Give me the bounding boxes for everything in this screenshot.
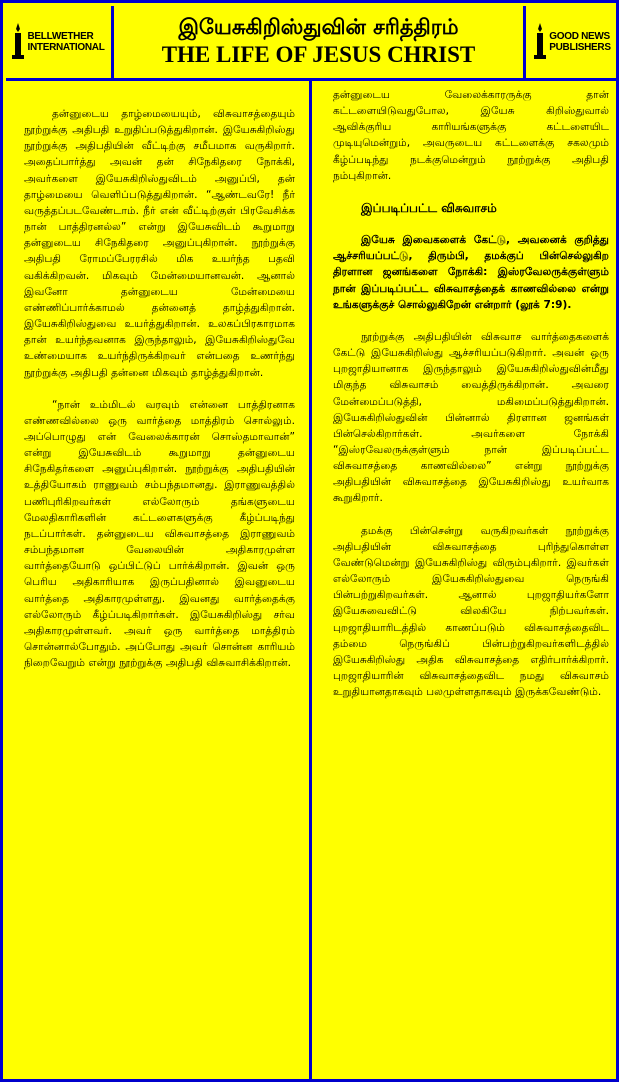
header — [6, 6, 619, 81]
bellwether-logo — [6, 6, 114, 78]
logo-left-line2: INTERNATIONAL — [27, 42, 105, 53]
paragraph: தன்னுடைய தாழ்மையையும், விசுவாசத்தையும் நூற்றுக்கு அதிபதி உறுதிப்படுத்துகிறான். இயேசுகிறிஸ்து நூற்றுக்கு அதிபதியின் வீட்டிற்கு சமீபமாக வருகிறார். அதைப்பார்த்து அவன் தன் சிநேகிதரை நோக்கி, அவர்களை இயேசுகிறிஸ்துவிடம் அனுப்பி, தன் தாழ்மையை வெளிப்படுத்துகிறான். “ஆண்டவரே! நீர் வருத்தப்படவேண்டாம். நீர் என் வீட்டிற்குள் பிரவேசிக்க நான் பாத்திரனல்ல” என்று இயேசுவிடம் கூறுமாறு தன்னுடைய சிநேகிதரை அனுப்புகிறான். நூற்றுக்கு அதிபதி ரோமப்பேரரசில் மிக உயர்ந்த பதவி வகிக்கிறவன். மிகவும் மேன்மையானவன். ஆனால் இவனோ தன்னுடைய மேன்மையை எண்ணிப்பார்க்காமல் தன்னைத் தாழ்த்துகிறான். இயேசுகிறிஸ்துவை உயர்த்துகிறான். உலகப்பிரகாரமாக தான் உயர்ந்தவனாக இருந்தாலும், இயேசுகிறிஸ்துவே உண்மையாக உயர்ந்திருக்கிறவர் என்பதை உணர்ந்து நூற்றுக்கு அதிபதி தன்னை மிகவும் தாழ்த்துகிறான். — [24, 108, 295, 379]
title-english: THE LIFE OF JESUS CHRIST — [161, 42, 476, 67]
right-column — [315, 81, 619, 1081]
logo-right-line2: PUBLISHERS — [549, 42, 611, 53]
candle-icon — [12, 23, 24, 61]
left-column — [6, 81, 312, 1081]
logo-left-line1: BELLWETHER — [27, 31, 94, 42]
logo-right-line1: GOOD NEWS — [549, 31, 610, 42]
title-box — [117, 6, 520, 78]
title-tamil: இயேசுகிறிஸ்துவின் சரித்திரம் — [178, 15, 459, 39]
bible-quote: இயேசு இவைகளைக் கேட்டு, அவனைக் குறித்து ஆச்சரியப்பட்டு, திரும்பி, தமக்குப் பின்செல்லுகிற திரளான ஜனங்களை நோக்கி: இஸ்ரவேலருக்குள்ளும் நான் இப்படிப்பட்ட விசுவாசத்தைக் காணவில்லை என்று உங்களுக்குச் சொல்லுகிறேன் என்றார் (லூக் 7:9). — [333, 234, 609, 311]
paragraph: தமக்கு பின்சென்று வருகிறவர்கள் நூற்றுக்கு அதிபதியின் விசுவாசத்தை புரிந்துகொள்ள வேண்டுமென்று இயேசுகிறிஸ்து விரும்புகிறார். இவர்கள் எல்லோரும் இயேசுகிறிஸ்துவை நெருங்கி பின்பற்றுகிறவர்கள். ஆனால் புறஜாதியர்களோ இயேசுவைவிட்டு விலகியே நிற்பவர்கள். புறஜாதியாரிடத்தில் காணப்படும் விசுவாசத்தைவிட தம்மை நெருங்கிப் பின்பற்றுகிறவர்களிடத்தில் இயேசுகிறிஸ்து அதிக விசுவாசத்தை எதிர்பார்க்கிறார். புறஜாதியாரின் விசுவாசத்தைவிட நமது விசுவாசம் உறுதியானதாகவும் பலமுள்ளதாகவும் இருக்கவேண்டும். — [333, 524, 609, 699]
section-heading: இப்படிப்பட்ட விசுவாசம் — [361, 200, 497, 215]
paragraph: தன்னுடைய வேலைக்காரருக்கு தான் கட்டளையிடுவதுபோல, இயேசு கிறிஸ்துவால் ஆவிக்குரிய காரியங்களுக்கு கட்டளையிட முடியுமென்றும், அவருடைய கட்டளைக்கு சகலமும் கீழ்ப்படிந்து நடக்குமென்றும் நூற்றுக்கு அதிபதி நம்புகிறான். — [333, 89, 609, 182]
candle-icon — [534, 23, 546, 61]
good-news-logo — [523, 6, 619, 78]
paragraph: “நான் உம்மிடல் வரவும் என்னை பாத்திரனாக எண்ணவில்லை ஒரு வார்த்தை மாத்திரம் சொல்லும். அப்பொழுது என் வேலைக்காரன் சொஸ்தமாவான்” என்று இயேசுவிடம் கூறுமாறு தன்னுடைய சிநேகிதர்களை அனுப்புகிறான். நூற்றுக்கு அதிபதியின் உத்தியோகம் ராணுவம் சம்பந்தமானது. இராணுவத்தில் பணிபுரிகிறவர்கள் எல்லோரும் தங்களுடைய மேலதிகாரிகளின் கட்டளைகளுக்கு கீழ்ப்படிந்து நடப்பார்கள். தன்னுடைய விசுவாசத்தை இராணுவம் சம்பந்தமான வேலையின் அதிகாரமுள்ள வார்த்தையோடு ஒப்பிட்டுப் பார்க்கிறான். இவன் ஒரு பெரிய அதிகாரியாக இருப்பதினால் இவனுடைய வார்த்தை அதிகாரமுள்ளது. இவனது வார்த்தைக்கு எல்லோரும் கீழ்ப்படிகிறார்கள். இயேசுகிறிஸ்து சர்வ அதிகாரமுள்ளவர். அவர் ஒரு வார்த்தை மாத்திரம் சொன்னால்போதும். அப்போது அவர் சொன்ன காரியம் நிறைவேறும் என்று நூற்றுக்கு அதிபதி விசுவாசிக்கிறான். — [24, 398, 295, 670]
paragraph: நூற்றுக்கு அதிபதியின் விசுவாச வார்த்தைகளைக் கேட்டு இயேசுகிறிஸ்து ஆச்சரியப்படுகிறார். அவன் ஒரு புறஜாதியானாக இருந்தாலும் இயேசுகிறிஸ்துவின்மீது மிகுந்த விசுவாசம் வைத்திருக்கிறான். அவரை மேன்மைப்படுத்தி, மகிமைப்படுத்துகிறான். இயேசுகிறிஸ்துவின் பின்னால் திரளான ஜனங்கள் பின்செல்கிறார்கள். அவர்களை நோக்கி “இஸ்ரவேலருக்குள்ளும் நான் இப்படிப்பட்ட விசுவாசத்தை காணவில்லை” என்று நூற்றுக்கு அதிபதியின் விசுவாசத்தை இயேசுகிறிஸ்து உயர்வாக கூறுகிறார். — [333, 330, 609, 505]
